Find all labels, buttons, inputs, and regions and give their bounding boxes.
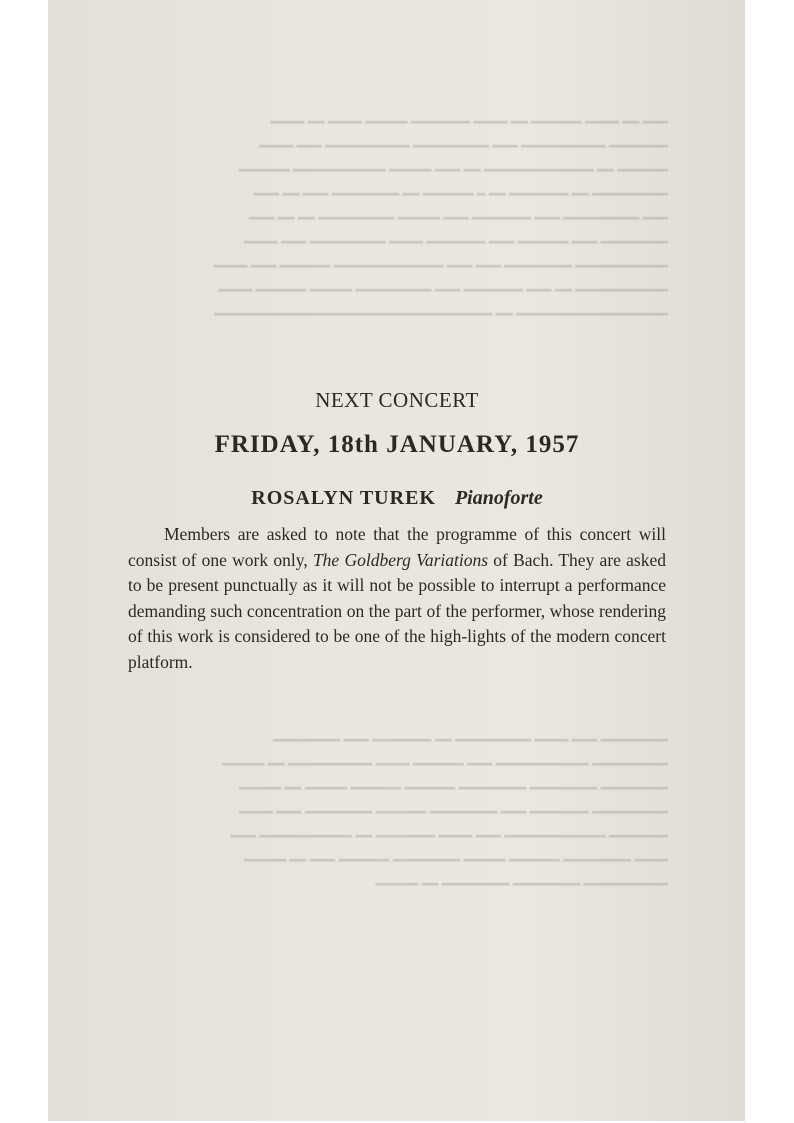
programme-page — [48, 0, 745, 1121]
performer-name: ROSALYN TUREK — [251, 487, 436, 509]
show-through-line: ━━━ ━━ ━━━━ ━━━━━━ ━━ ━━━━ ━━━━━━━ ━━━━━ ━━━━ ━━ ━━━━ — [270, 116, 668, 131]
show-through-line: ━━━━━━━━ ━━━ ━━━━ ━━━━━━━━━ ━━ ━━━━━━━ ━━━ ━━━━━━━━ — [272, 734, 668, 749]
notice-work-title: The Goldberg Variations — [312, 549, 489, 570]
show-through-line: ━━━ ━━━━━━━━━ ━━━ ━━━━━━━ ━━━ ━━━━━ ━━━━━━━━━ ━━ ━━ ━━━ — [248, 212, 668, 227]
next-concert-heading: NEXT CONCERT — [315, 388, 479, 412]
show-through-text-top — [128, 112, 668, 328]
show-through-line: ━━━━━━ ━━ ━━━━━━━━━━━━━ ━━ ━━━ ━━━━━ ━━━━━━━━━━━ ━━━━━━ — [238, 164, 668, 179]
performer-line — [128, 478, 666, 518]
show-through-line: ━━━━ ━━━━━━━━ ━━━━━━ ━━━━━ ━━━━━━━━ ━━━━━━ ━━━ ━━ ━━━━━ — [243, 854, 668, 869]
show-through-text-bottom — [128, 730, 668, 898]
show-through-line: ━━━━━━━━━ ━━━━━━━ ━━━ ━━━━━━━━ ━━━━━━ ━━━━━━━━ ━━━ ━━━━ — [238, 806, 668, 821]
programme-notice — [128, 522, 666, 675]
show-through-line: ━━━━━━━━━━ ━━━━━━━━ ━━━━━━━━ ━━ ━━━━━ — [375, 878, 668, 893]
show-through-line: ━━━━━━━━━ ━━━━━━━━━━━ ━━━ ━━━━━━ ━━━━ ━━━━━━━━━━ ━━ ━━━━━ — [222, 758, 668, 773]
show-through-line: ━━━━━━━━━━━ ━━ ━━━ ━━━━━━━ ━━━ ━━━━━━━━━ ━━━━━ ━━━━━━ ━━━━ — [218, 284, 668, 299]
show-through-line: ━━━━━━━ ━━━━━━━━━━━━ ━━━ ━━━━ ━━━━━━━ ━━ ━━━━━━━━━━━ ━━━ — [230, 830, 668, 845]
show-through-line: ━━━━━━━━ ━━━━━━━━ ━━━━━━━━ ━━━━━━ ━━━━━━ ━━━━━ ━━ ━━━━━ — [238, 782, 668, 797]
show-through-line: ━━━━━━━━━ ━━ ━━━━━━━ ━━ ━ ━━━━━━ ━━ ━━━━━━━━ ━━━ ━━ ━━━ — [253, 188, 668, 203]
show-through-line: ━━━━━━━ ━━━━━━━━━━ ━━━ ━━━━━━━━━ ━━━━━━━━━━ ━━━ ━━━━ — [259, 140, 668, 155]
show-through-line: ━━━━━━━━ ━━━ ━━━━━━ ━━━ ━━━━━━━ ━━━━ ━━━━━━━━━ ━━━ ━━━━ — [243, 236, 668, 251]
show-through-line: ━━━━━━━━━━━ ━━━━━━━━ ━━━ ━━━ ━━━━━━━━━━━━━ ━━━━━━ ━━━ ━━━━ — [213, 260, 668, 275]
concert-date: FRIDAY, 18th JANUARY, 1957 — [214, 431, 580, 458]
notice-text-part-1: Members are asked to note that the programme of this concert will consist of one work only, — [128, 524, 666, 570]
show-through-line: ━━━━━━━━━━━━━━━━━━ ━━ ━━━━━━━━━━━━━━━━━━━━━━━━━━━━━━━━━ — [214, 308, 668, 323]
notice-text-part-2: of Bach. They are asked to be present punctually as it will not be possible to interrupt a performance demanding such concentration on the part of the performer, whose rendering of this work is considered to be one of the high-lights of the modern concert platform. — [128, 549, 666, 672]
performer-instrument: Pianoforte — [454, 487, 543, 509]
next-concert-notice — [128, 380, 666, 693]
